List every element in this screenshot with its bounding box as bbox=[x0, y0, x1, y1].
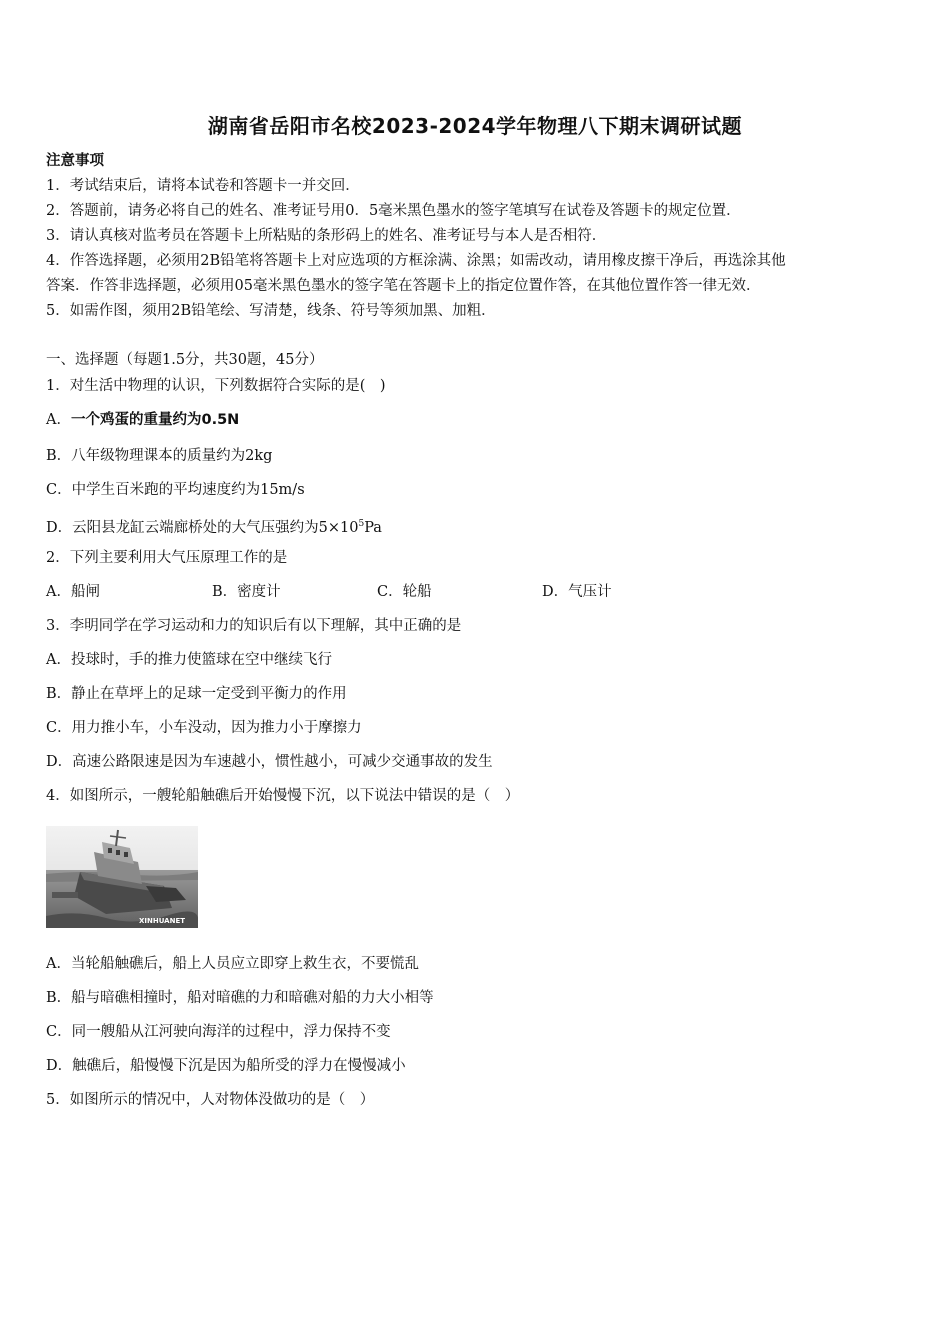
question-1-option-a bbox=[46, 410, 906, 430]
notice-item: 答案．作答非选择题，必须用05毫米黑色墨水的签字笔在答题卡上的指定位置作答，在其他位置作答一律无效． bbox=[46, 278, 761, 294]
section-heading: 一、选择题（每题1.5分，共30题，45分） bbox=[46, 352, 324, 368]
question-4-stem: 4．如图所示，一艘轮船触礁后开始慢慢下沉，以下说法中错误的是（ ） bbox=[46, 788, 520, 804]
notice-item: 2．答题前，请务必将自己的姓名、准考证号用0．5毫米黑色墨水的签字笔填写在试卷及答题卡的规定位置． bbox=[46, 203, 741, 219]
option-text: 中学生百米跑的平均速度约为15m/s bbox=[71, 482, 305, 498]
option-text: 云阳县龙缸云端廊桥处的大气压强约为5×10 bbox=[72, 519, 359, 536]
option-text: 一个鸡蛋的重量约为0.5N bbox=[70, 412, 240, 428]
question-2-option-d: D．气压计 bbox=[542, 584, 612, 600]
question-2-option-b: B．密度计 bbox=[212, 584, 281, 600]
question-4-option-b: B．船与暗礁相撞时，船对暗礁的力和暗礁对船的力大小相等 bbox=[46, 990, 434, 1006]
question-2-stem: 2．下列主要利用大气压原理工作的是 bbox=[46, 550, 288, 566]
option-label: C． bbox=[46, 482, 72, 498]
page-title: 湖南省岳阳市名校2023-2024学年物理八下期末调研试题 bbox=[207, 114, 743, 138]
notice-item: 4．作答选择题，必须用2B铅笔将答题卡上对应选项的方框涂满、涂黑；如需改动，请用橡皮擦干净后，再选涂其他 bbox=[46, 253, 786, 269]
question-5-stem: 5．如图所示的情况中，人对物体没做功的是（ ） bbox=[46, 1092, 375, 1108]
question-3-option-d: D．高速公路限速是因为车速越小，惯性越小，可减少交通事故的发生 bbox=[46, 754, 493, 770]
option-label: A． bbox=[46, 412, 71, 428]
question-1-option-b bbox=[46, 446, 906, 466]
notice-heading: 注意事项 bbox=[46, 152, 104, 169]
question-2-option-a: A．船闸 bbox=[46, 584, 100, 600]
option-label: D． bbox=[46, 519, 73, 536]
option-unit: Pa bbox=[364, 519, 382, 536]
option-text: 八年级物理课本的质量约为2kg bbox=[71, 448, 273, 464]
question-3-option-c: C．用力推小车，小车没动，因为推力小于摩擦力 bbox=[46, 720, 362, 736]
notice-item: 3．请认真核对监考员在答题卡上所粘贴的条形码上的姓名、准考证号与本人是否相符． bbox=[46, 228, 607, 244]
sinking-ship-photo bbox=[46, 826, 198, 928]
question-4-option-d: D．触礁后，船慢慢下沉是因为船所受的浮力在慢慢减小 bbox=[46, 1058, 406, 1074]
exponent: 5 bbox=[358, 519, 365, 529]
notice-item: 1．考试结束后，请将本试卷和答题卡一并交回． bbox=[46, 178, 360, 194]
question-2-options bbox=[46, 582, 906, 602]
notice-item: 5．如需作图，须用2B铅笔绘、写清楚，线条、符号等须加黑、加粗． bbox=[46, 303, 496, 319]
question-3-stem: 3．李明同学在学习运动和力的知识后有以下理解，其中正确的是 bbox=[46, 618, 462, 634]
question-4-option-c: C．同一艘船从江河驶向海洋的过程中，浮力保持不变 bbox=[46, 1024, 391, 1040]
option-label: B． bbox=[46, 448, 72, 464]
question-1-option-d bbox=[46, 514, 906, 538]
question-1-option-c bbox=[46, 480, 906, 500]
question-1-stem: 1．对生活中物理的认识，下列数据符合实际的是( ) bbox=[46, 378, 386, 394]
question-2-option-c: C．轮船 bbox=[377, 584, 432, 600]
question-3-option-b: B．静止在草坪上的足球一定受到平衡力的作用 bbox=[46, 686, 347, 702]
question-3-option-a: A．投球时，手的推力使篮球在空中继续飞行 bbox=[46, 652, 332, 668]
ship-image bbox=[46, 826, 198, 928]
photo-watermark: XINHUANET bbox=[138, 917, 186, 925]
question-4-option-a: A．当轮船触礁后，船上人员应立即穿上救生衣，不要慌乱 bbox=[46, 956, 419, 972]
